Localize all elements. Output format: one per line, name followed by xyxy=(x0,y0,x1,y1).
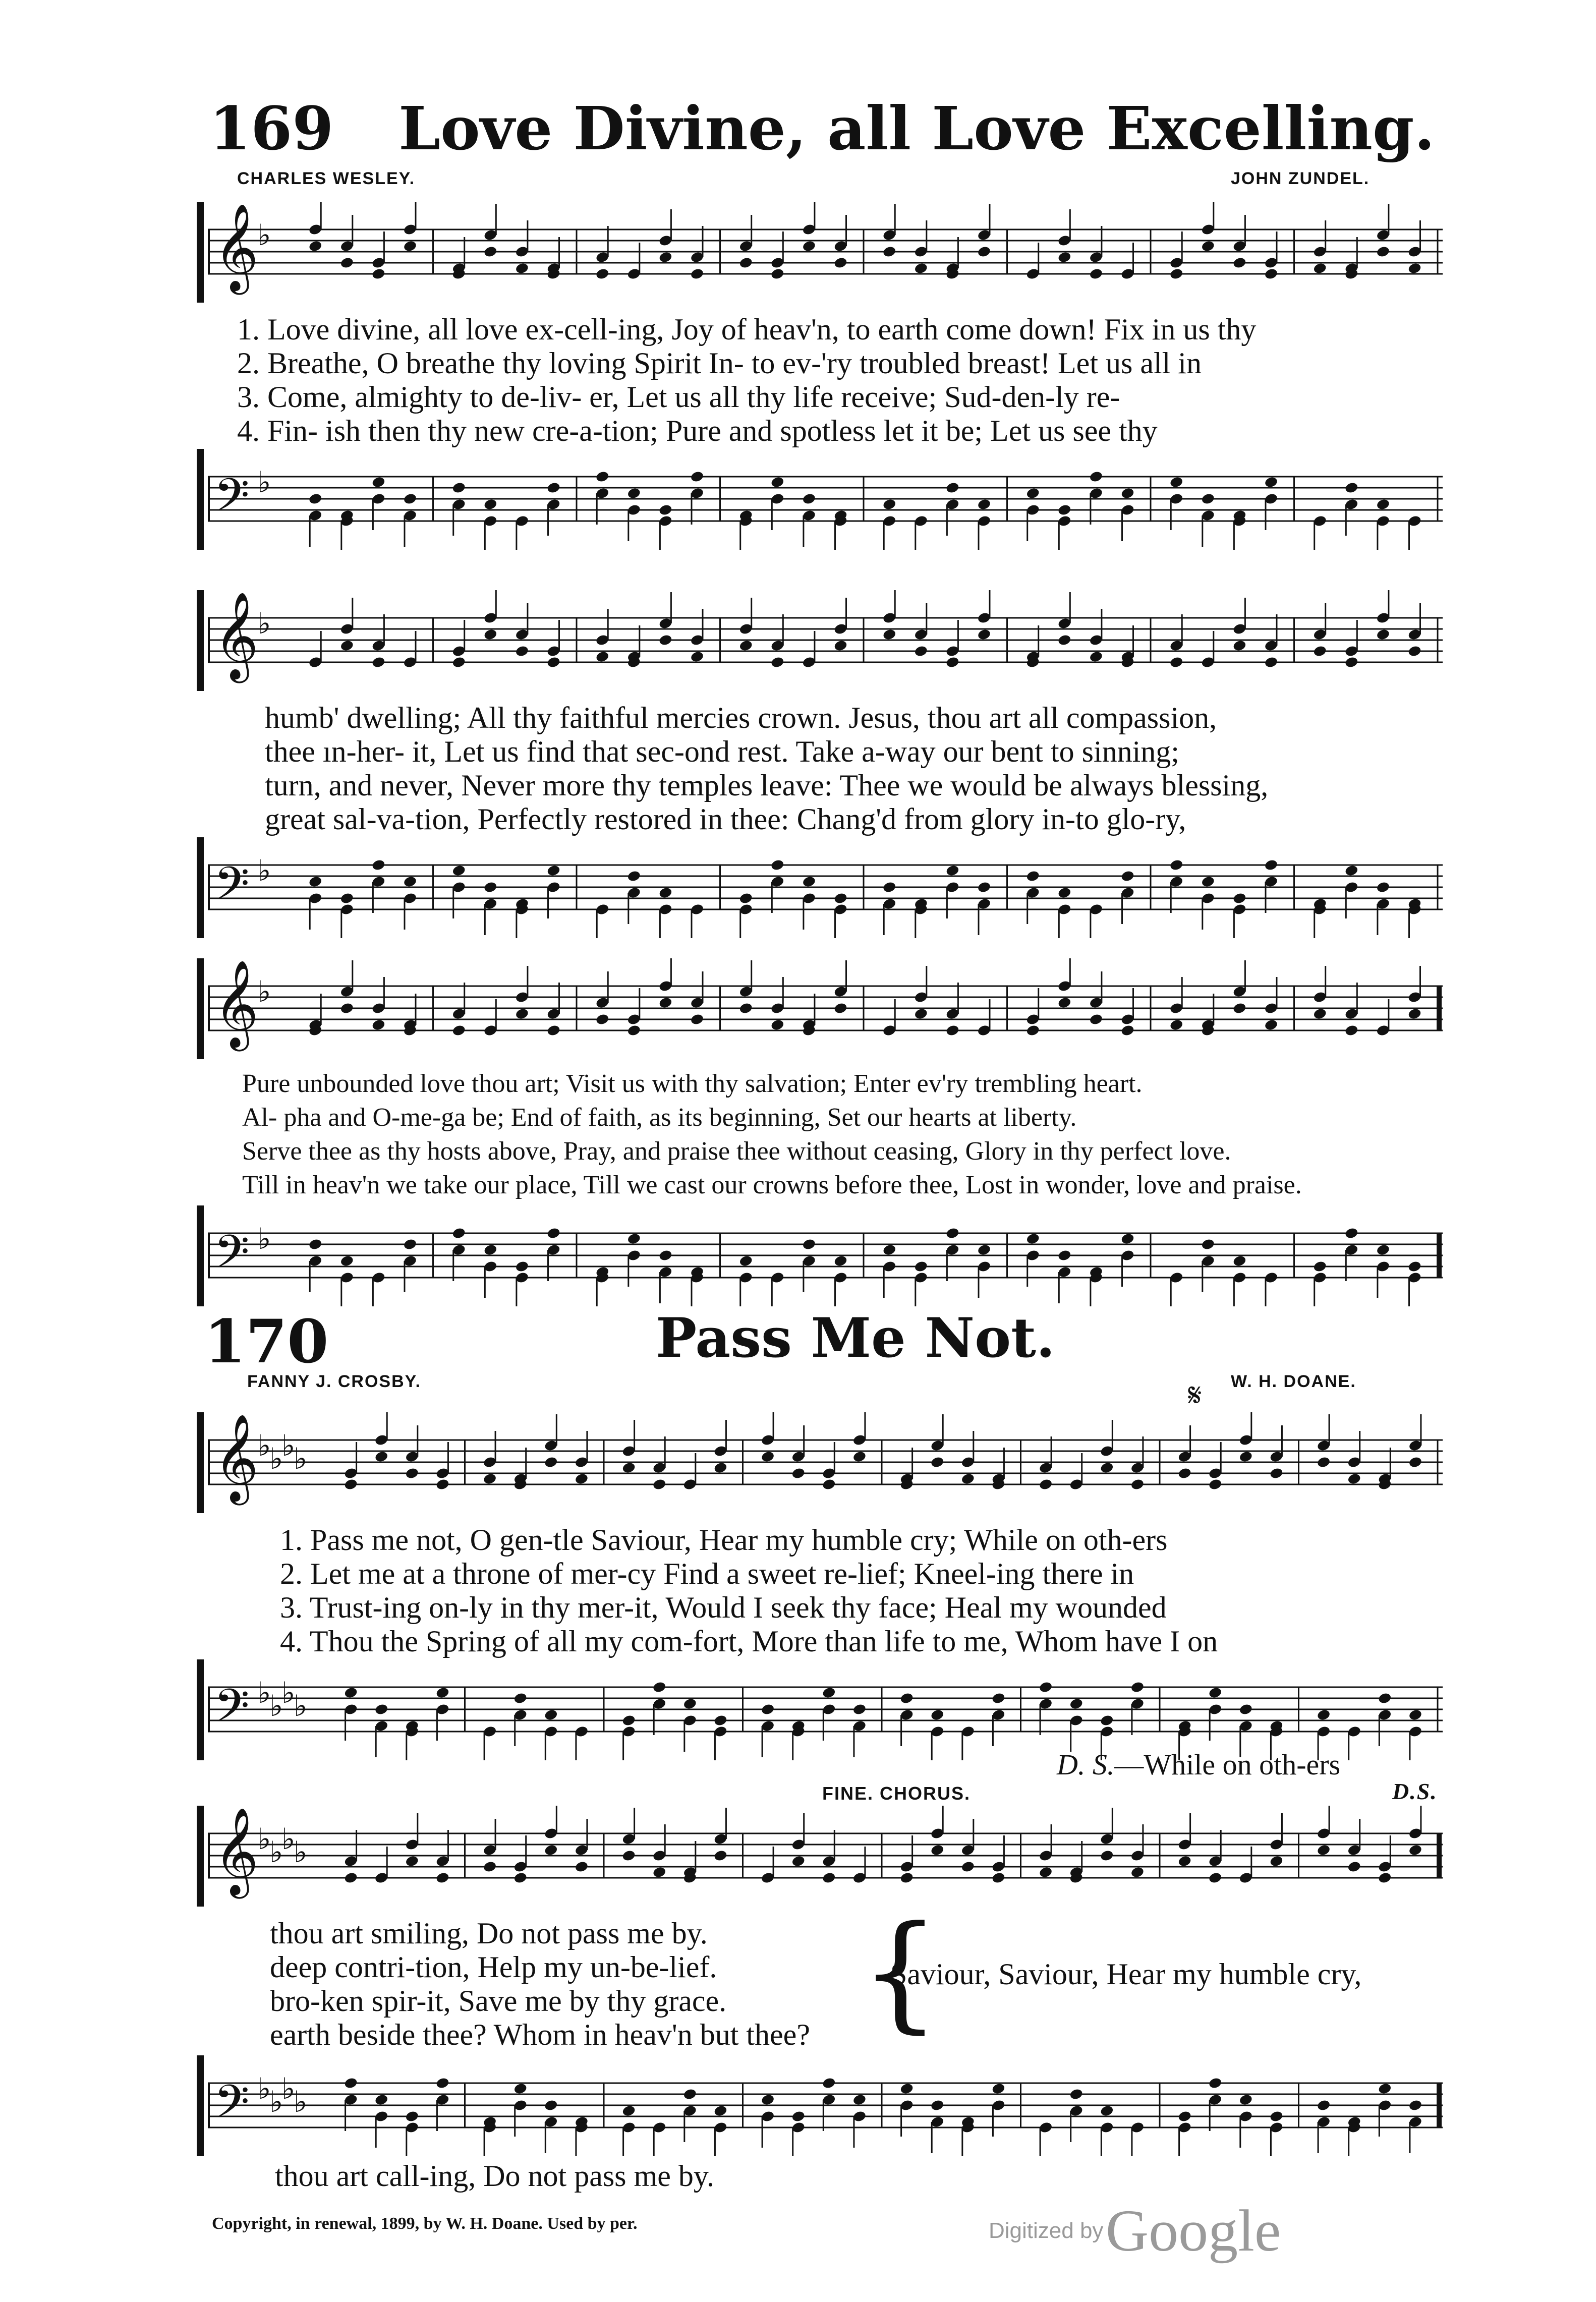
bass-clef-icon: 𝄢 xyxy=(214,469,250,533)
verse-line: humb' dwelling; All thy faithful mercies crown. Jesus, thou art all compassion, xyxy=(265,701,1217,734)
verse-line: great sal-va-tion, Perfectly restored in thee: Chang'd from glory in-to glo-ry, xyxy=(265,802,1186,836)
bass-staff xyxy=(197,2055,1448,2156)
verse-line: 1. Pass me not, O gen-tle Saviour, Hear my humble cry; While on oth-ers xyxy=(280,1523,1168,1557)
hymn-170-author: FANNY J. CROSBY. xyxy=(247,1372,422,1391)
staff-lines xyxy=(197,837,1448,938)
verse-line: bro-ken spir-it, Save me by thy grace. xyxy=(270,1984,727,2018)
verse-line: 3. Trust-ing on-ly in thy mer-it, Would I seek thy face; Heal my wounded xyxy=(280,1591,1167,1624)
hymn-169-verses-system-3 xyxy=(242,1067,1302,1202)
treble-staff xyxy=(197,590,1448,691)
svg-text:♭: ♭ xyxy=(257,2071,271,2106)
treble-staff xyxy=(197,1412,1448,1513)
chorus-brace: { xyxy=(860,1898,941,2045)
treble-clef-icon: 𝄞 xyxy=(214,1414,259,1502)
hymn-169-verses-system-2 xyxy=(265,701,1268,836)
verse-line: turn, and never, Never more thy temples leave: Thee we would be always blessing, xyxy=(265,769,1269,802)
verse-line: 3. Come, almighty to de-liv- er, Let us all thy life receive; Sud-den-ly re- xyxy=(237,380,1120,414)
svg-text:♭: ♭ xyxy=(294,1835,308,1870)
ds-text: —While on oth-ers xyxy=(1114,1748,1341,1781)
treble-staff xyxy=(197,958,1448,1059)
google-logo: Google xyxy=(1105,2198,1281,2264)
verse-line: Al- pha and O-me-ga be; End of faith, as its beginning, Set our hearts at liberty. xyxy=(242,1103,1077,1132)
svg-text:♭: ♭ xyxy=(281,1675,296,1710)
svg-text:♭: ♭ xyxy=(294,1442,308,1476)
bass-clef-icon: 𝄢 xyxy=(214,1679,250,1744)
svg-text:♭: ♭ xyxy=(269,1835,283,1870)
staff-lines xyxy=(197,590,1448,691)
verse-line: 1. Love divine, all love ex-cell-ing, Joy of heav'n, to earth come down! Fix in us thy xyxy=(237,313,1257,346)
svg-text:♭: ♭ xyxy=(257,853,271,888)
segno-sign: 𝄋 xyxy=(1188,1377,1202,1414)
staff-lines xyxy=(197,958,1448,1059)
bass-lyric-line: thou art call-ing, Do not pass me by. xyxy=(275,2159,714,2193)
staff-lines xyxy=(197,1205,1448,1306)
ds-prefix: D. S. xyxy=(1057,1748,1115,1781)
verse-line: 2. Breathe, O breathe thy loving Spirit In- to ev-'ry troubled breast! Let us all in xyxy=(237,347,1202,380)
ds-label: D.S. xyxy=(1392,1778,1438,1804)
svg-text:♭: ♭ xyxy=(269,1442,283,1476)
svg-text:♭: ♭ xyxy=(257,217,271,252)
svg-text:♭: ♭ xyxy=(257,1821,271,1856)
treble-clef-icon: 𝄞 xyxy=(214,592,259,679)
svg-text:♭: ♭ xyxy=(257,1428,271,1463)
bass-clef-icon: 𝄢 xyxy=(214,2075,250,2140)
staff-lines xyxy=(197,449,1448,550)
digitized-by-google-watermark xyxy=(989,2197,1281,2265)
fine-chorus-label: FINE. CHORUS. xyxy=(822,1783,971,1804)
chorus-text: Saviour, Saviour, Hear my humble cry, xyxy=(890,1958,1362,1991)
svg-text:♭: ♭ xyxy=(281,1428,296,1463)
verse-line: 4. Fin- ish then thy new cre-a-tion; Pure and spotless let it be; Let us see thy xyxy=(237,414,1158,447)
svg-text:♭: ♭ xyxy=(281,1821,296,1856)
treble-clef-icon: 𝄞 xyxy=(214,1807,259,1895)
hymn-170-verses-system-2 xyxy=(270,1917,810,2052)
verse-line: thee ın-her- it, Let us find that sec-ond rest. Take a-way our bent to sinning; xyxy=(265,735,1179,768)
bass-clef-icon: 𝄢 xyxy=(214,857,250,922)
verse-line: earth beside thee? Whom in heav'n but thee? xyxy=(270,2018,810,2051)
hymn-170-verses-system-1 xyxy=(280,1523,1218,1658)
svg-text:♭: ♭ xyxy=(257,606,271,641)
ds-reference xyxy=(1057,1748,1340,1781)
svg-text:♭: ♭ xyxy=(257,974,271,1009)
staff-lines xyxy=(197,1412,1448,1513)
verse-line: 4. Thou the Spring of all my com-fort, More than life to me, Whom have I on xyxy=(280,1625,1218,1658)
hymn-169-verses-system-1 xyxy=(237,313,1256,448)
digitized-prefix: Digitized by xyxy=(989,2218,1104,2243)
verse-line: thou art smiling, Do not pass me by. xyxy=(270,1917,708,1950)
treble-staff xyxy=(197,202,1448,303)
treble-staff xyxy=(197,1806,1448,1907)
bass-staff xyxy=(197,837,1448,938)
verse-line: Till in heav'n we take our place, Till we cast our crowns before thee, Lost in wonder, love and praise. xyxy=(242,1171,1302,1199)
staff-lines xyxy=(197,1659,1448,1760)
staff-lines xyxy=(197,1806,1448,1907)
bass-clef-icon: 𝄢 xyxy=(214,1225,250,1290)
treble-clef-icon: 𝄞 xyxy=(214,203,259,291)
hymn-169-title: Love Divine, all Love Excelling. xyxy=(398,93,1435,163)
svg-text:♭: ♭ xyxy=(294,1689,308,1723)
hymn-169-composer: JOHN ZUNDEL. xyxy=(1231,169,1370,188)
verse-line: 2. Let me at a throne of mer-cy Find a sweet re-lief; Kneel-ing there in xyxy=(280,1557,1134,1590)
svg-text:♭: ♭ xyxy=(269,1689,283,1723)
svg-text:♭: ♭ xyxy=(269,2085,283,2119)
hymn-170-composer: W. H. DOANE. xyxy=(1231,1372,1356,1391)
svg-text:♭: ♭ xyxy=(257,465,271,499)
bass-staff xyxy=(197,1205,1448,1306)
hymn-170-number: 170 xyxy=(204,1306,329,1376)
bass-staff xyxy=(197,1659,1448,1760)
svg-text:♭: ♭ xyxy=(294,2085,308,2119)
svg-text:♭: ♭ xyxy=(257,1221,271,1256)
hymn-170-title: Pass Me Not. xyxy=(656,1306,1055,1370)
svg-text:♭: ♭ xyxy=(257,1675,271,1710)
verse-line: Serve thee as thy hosts above, Pray, and praise thee without ceasing, Glory in thy perfect love. xyxy=(242,1137,1231,1166)
bass-staff xyxy=(197,449,1448,550)
staff-lines xyxy=(197,2055,1448,2156)
svg-text:♭: ♭ xyxy=(281,2071,296,2106)
hymn-169-number: 169 xyxy=(209,93,334,163)
verse-line: Pure unbounded love thou art; Visit us with thy salvation; Enter ev'ry trembling heart. xyxy=(242,1069,1143,1098)
staff-lines xyxy=(197,202,1448,303)
verse-line: deep contri-tion, Help my un-be-lief. xyxy=(270,1950,717,1984)
hymn-169-author: CHARLES WESLEY. xyxy=(237,169,416,188)
copyright-notice: Copyright, in renewal, 1899, by W. H. Doane. Used by per. xyxy=(212,2214,638,2233)
treble-clef-icon: 𝄞 xyxy=(214,960,259,1048)
